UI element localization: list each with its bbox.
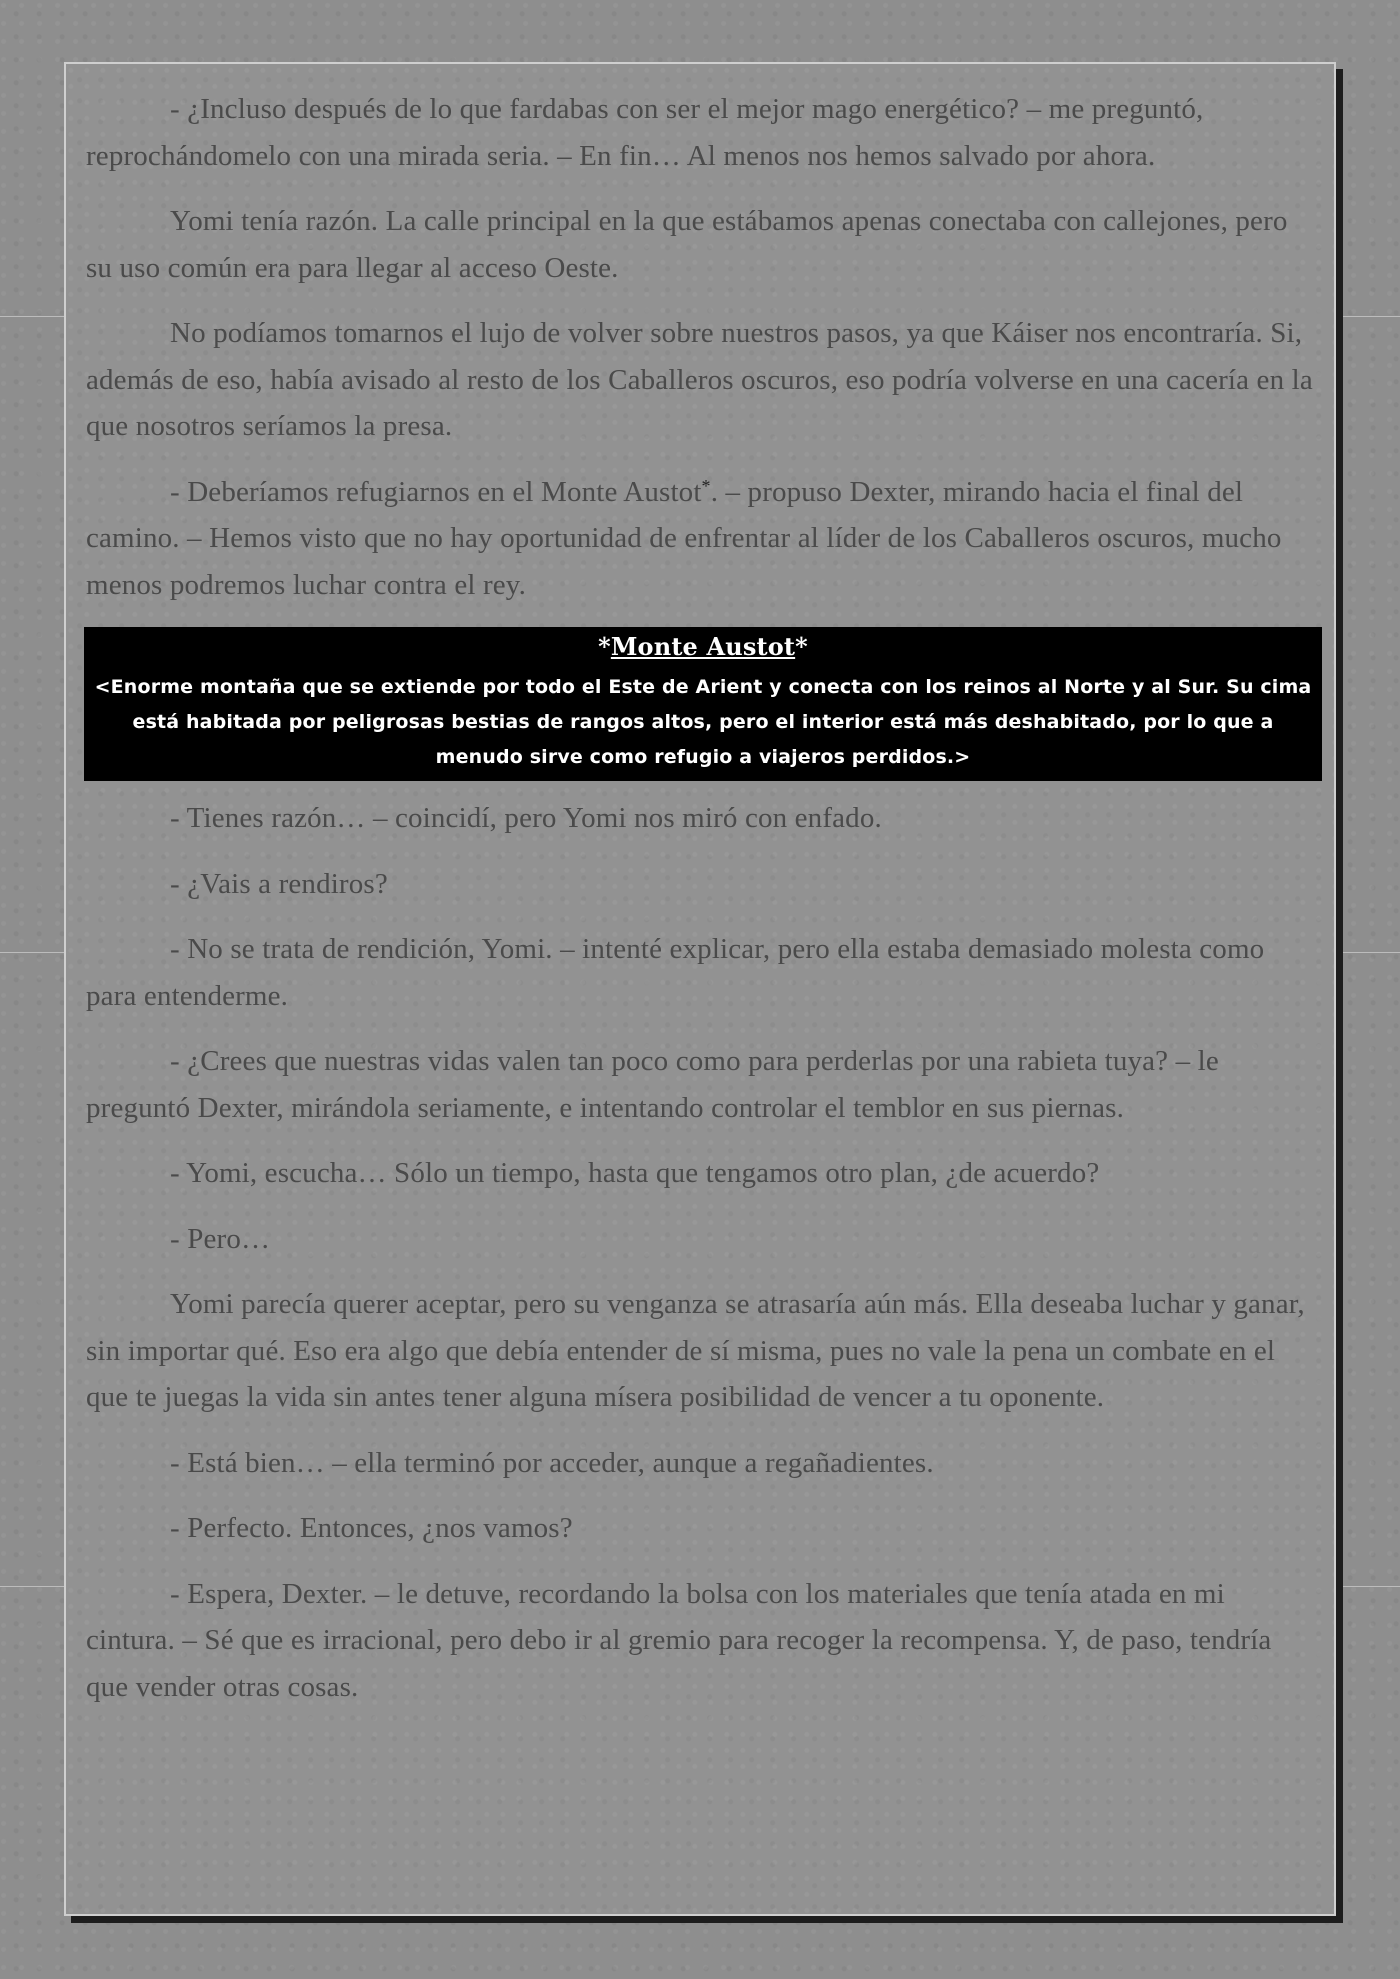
paragraph: - Pero… xyxy=(170,1222,271,1255)
paragraph: - Yomi, escucha… Sólo un tiempo, hasta que tengamos otro plan, ¿de acuerdo? xyxy=(170,1157,1100,1189)
note-body: <Enorme montaña que se extiende por todo el Este de Arient y conecta con los reinos al Norte y al Sur. Su cima está habitada por peligrosas bestias de rangos altos, pero el interior está más deshabitado, por lo que a menudo sirve como refugio a viajeros perdidos.> xyxy=(94,676,1312,768)
paragraph: - Perfecto. Entonces, ¿nos vamos? xyxy=(170,1512,573,1544)
paragraph: - ¿Incluso después de lo que fardabas con ser el mejor mago energético? – me preguntó, reprochándomelo con una mirada seria. – En fin… Al menos nos hemos salvado por ahora. xyxy=(86,93,1204,172)
note-title-text: Monte Austot xyxy=(610,632,796,661)
paragraph xyxy=(86,469,1316,609)
paragraph: Yomi parecía querer aceptar, pero su venganza se atrasaría aún más. Ella deseaba luchar y ganar, sin importar qué. Eso era algo que debía entender de sí misma, pues no vale la pena un combate en el que te juegas la vida sin antes tener alguna mísera posibilidad de vencer a tu oponente. xyxy=(86,1288,1305,1413)
page-text xyxy=(86,86,1316,1729)
glossary-note xyxy=(84,627,1322,781)
paragraph: - ¿Crees que nuestras vidas valen tan poco como para perderlas por una rabieta tuya? – le preguntó Dexter, mirándola seriamente, e intentando controlar el temblor en sus piernas. xyxy=(86,1045,1219,1124)
paragraph: - Espera, Dexter. – le detuve, recordando la bolsa con los materiales que tenía atada en mi cintura. – Sé que es irracional, pero debo ir al gremio para recoger la recompensa. Y, de paso, tendría que vender otras cosas. xyxy=(86,1577,1272,1703)
note-title-suffix: * xyxy=(795,632,808,661)
paragraph: No podíamos tomarnos el lujo de volver sobre nuestros pasos, ya que Káiser nos encontraría. Si, además de eso, había avisado al resto de los Caballeros oscuros, eso podría volverse en una cacería en la que nosotros seríamos la presa. xyxy=(86,317,1313,442)
footnote-mark: * xyxy=(701,475,711,496)
book-page xyxy=(64,62,1336,1916)
paragraph-text: . – propuso Dexter, mirando hacia el final del camino. – Hemos visto que no hay oportunidad de enfrentar al líder de los Caballeros oscuros, mucho menos podremos luchar contra el rey. xyxy=(86,475,1282,601)
paragraph-text: - Deberíamos refugiarnos en el Monte Austot xyxy=(170,475,702,508)
paragraph: - Tienes razón… – coincidí, pero Yomi nos miró con enfado. xyxy=(170,802,882,834)
paragraph: - No se trata de rendición, Yomi. – intenté explicar, pero ella estaba demasiado molesta como para entenderme. xyxy=(86,933,1265,1012)
paragraph: - Está bien… – ella terminó por acceder, aunque a regañadientes. xyxy=(170,1446,934,1479)
paragraph: - ¿Vais a rendiros? xyxy=(170,867,388,900)
note-title-prefix: * xyxy=(598,632,611,661)
note-title xyxy=(92,629,1314,665)
paragraph: Yomi tenía razón. La calle principal en la que estábamos apenas conectaba con callejones, pero su uso común era para llegar al acceso Oeste. xyxy=(86,205,1288,284)
